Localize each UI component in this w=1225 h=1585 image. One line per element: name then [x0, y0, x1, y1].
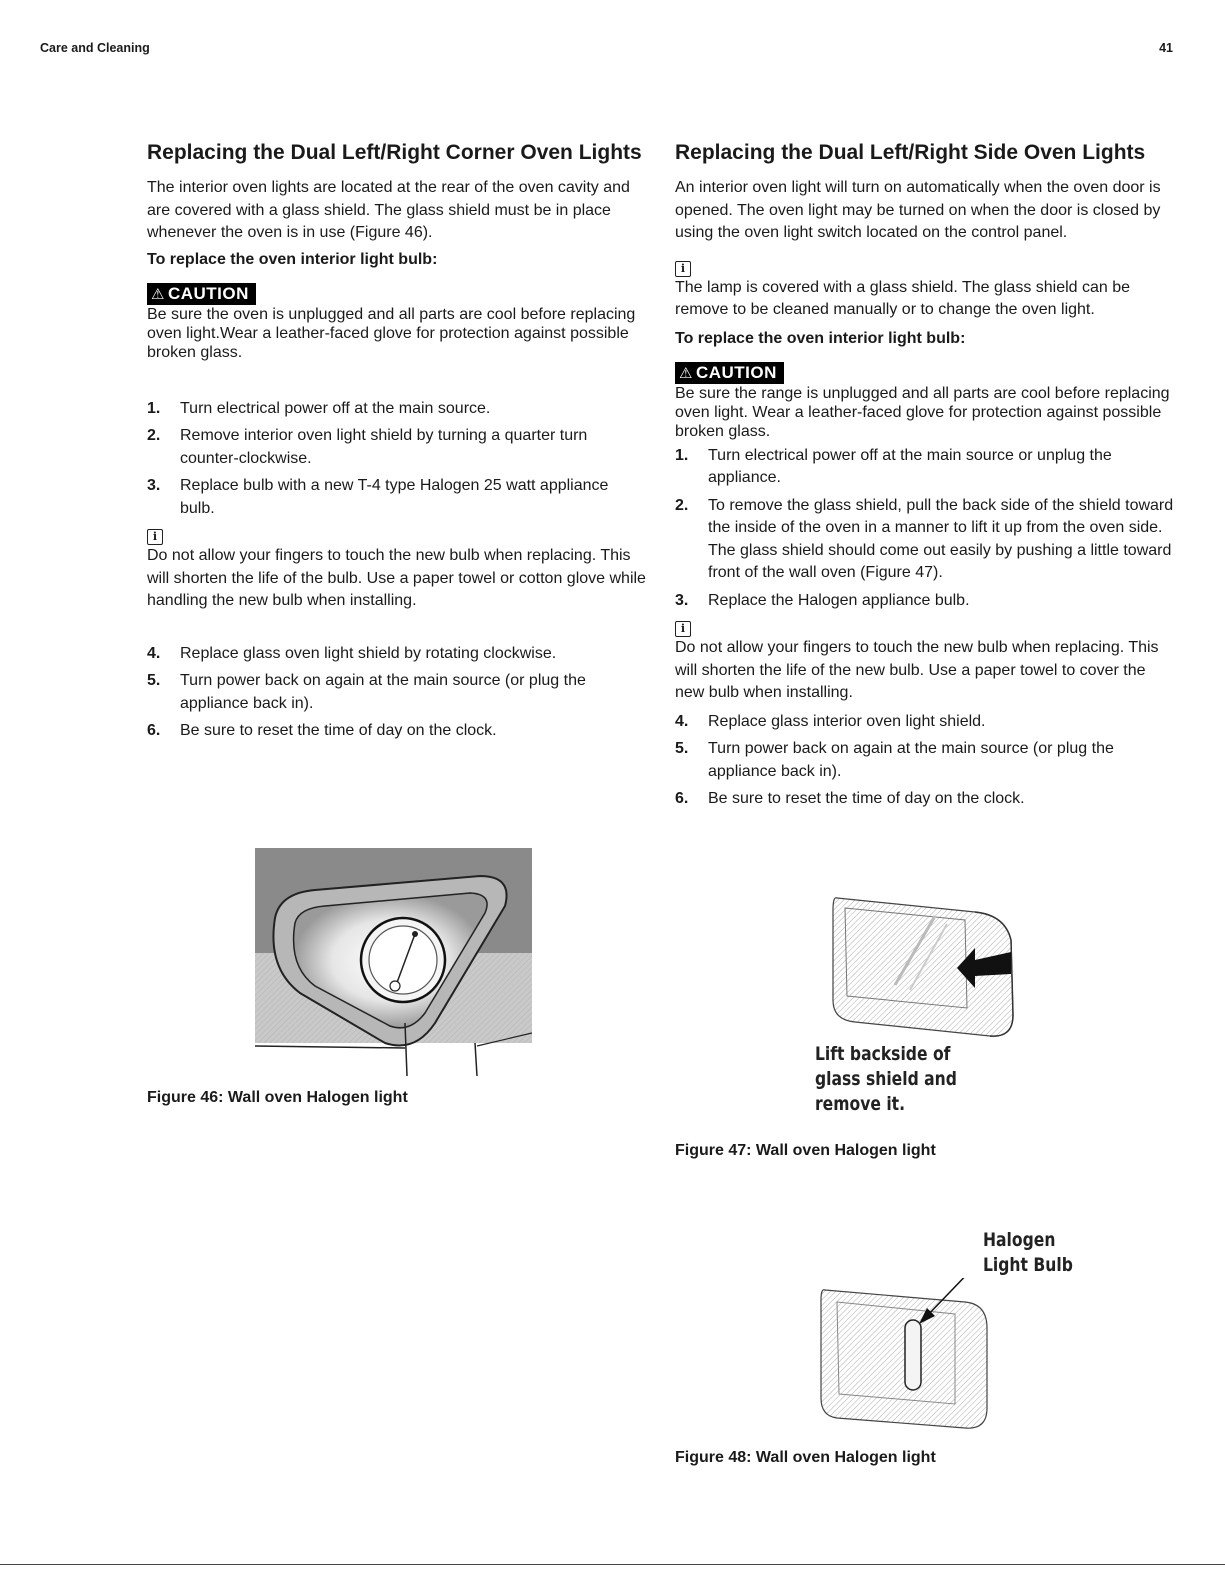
list-item: 3. Replace the Halogen appliance bulb. — [675, 591, 970, 609]
list-item: 5. Turn power back on again at the main source (or plug the appliance back in). — [675, 740, 1114, 780]
left-steps-b — [147, 643, 647, 743]
figure-48-illustration — [815, 1278, 995, 1436]
left-column — [147, 140, 647, 748]
right-note-1: The lamp is covered with a glass shield. The glass shield can be remove to be cleaned manually or to change the oven light. — [675, 278, 1131, 318]
section-title: Care and Cleaning — [40, 41, 150, 55]
figure-48-caption: Figure 48: Wall oven Halogen light — [675, 1449, 936, 1466]
list-item: 2. Remove interior oven light shield by turning a quarter turn counter-clockwise. — [147, 427, 588, 467]
right-procedure-title: To replace the oven interior light bulb: — [675, 329, 966, 347]
info-icon: i — [147, 529, 163, 545]
list-item: 1. Turn electrical power off at the main source. — [147, 399, 491, 417]
left-intro: The interior oven lights are located at the rear of the oven cavity and are covered with a glass shield. The glass shield must be in place whenever the oven is in use (Figure 46). — [147, 179, 630, 241]
right-heading: Replacing the Dual Left/Right Side Oven Lights — [675, 141, 1146, 164]
right-column — [675, 140, 1175, 816]
figure-46-illustration — [255, 848, 532, 1078]
left-caution-text: Be sure the oven is unplugged and all parts are cool before replacing oven light.Wear a leather-faced glove for protection against possible broken glass. — [147, 305, 636, 361]
list-item: 3. Replace bulb with a new T-4 type Halogen 25 watt appliance bulb. — [147, 477, 609, 517]
left-note: Do not allow your fingers to touch the new bulb when replacing. This will shorten the life of the bulb. Use a paper towel or cotton glove while handling the new bulb when installing. — [147, 547, 646, 609]
right-caution-text: Be sure the range is unplugged and all parts are cool before replacing oven light. Wear a leather-faced glove for protection against possible broken glass. — [675, 384, 1170, 440]
page-number: 41 — [1159, 41, 1173, 55]
list-item: 6. Be sure to reset the time of day on the clock. — [147, 722, 497, 739]
figure-47-illustration — [825, 890, 1020, 1040]
list-item: 4. Replace glass oven light shield by rotating clockwise. — [147, 644, 557, 662]
right-caution-box — [675, 362, 1175, 441]
list-item: 1. Turn electrical power off at the main source or unplug the appliance. — [675, 446, 1112, 486]
figure-48-label: Halogen Light Bulb — [983, 1229, 1073, 1276]
caution-badge: ⚠ CAUTION — [147, 283, 256, 305]
right-note-2: Do not allow your fingers to touch the new bulb when replacing. This will shorten the life of the new bulb. Use a paper towel to cover the new bulb when installing. — [675, 639, 1159, 701]
right-steps-b — [675, 711, 1175, 811]
bottom-rule — [0, 1564, 1225, 1565]
left-caution-box — [147, 283, 647, 362]
figure-47-label: Lift backside of glass shield and remove it. — [815, 1043, 957, 1115]
list-item: 2. To remove the glass shield, pull the back side of the shield toward the inside of the oven in a manner to lift it up from the oven side. The glass shield should come out easily by pushing a little toward front of the wall oven (Figure 47). — [675, 496, 1174, 581]
figure-47-caption: Figure 47: Wall oven Halogen light — [675, 1142, 936, 1159]
list-item: 6. Be sure to reset the time of day on the clock. — [675, 790, 1025, 807]
info-icon: i — [675, 261, 691, 277]
list-item: 4. Replace glass interior oven light shield. — [675, 712, 986, 730]
right-intro: An interior oven light will turn on automatically when the oven door is opened. The oven light may be turned on when the door is closed by using the oven light switch located on the control panel. — [675, 179, 1161, 241]
list-item: 5. Turn power back on again at the main source (or plug the appliance back in). — [147, 672, 586, 712]
left-procedure-title: To replace the oven interior light bulb: — [147, 250, 438, 268]
right-steps-a — [675, 445, 1175, 613]
warning-triangle-icon: ⚠ — [151, 285, 165, 303]
caution-badge: ⚠ CAUTION — [675, 362, 784, 384]
left-heading: Replacing the Dual Left/Right Corner Oven Lights — [147, 141, 642, 164]
info-icon: i — [675, 621, 691, 637]
warning-triangle-icon: ⚠ — [679, 364, 693, 382]
figure-46-caption: Figure 46: Wall oven Halogen light — [147, 1089, 408, 1106]
left-steps-a — [147, 398, 647, 521]
